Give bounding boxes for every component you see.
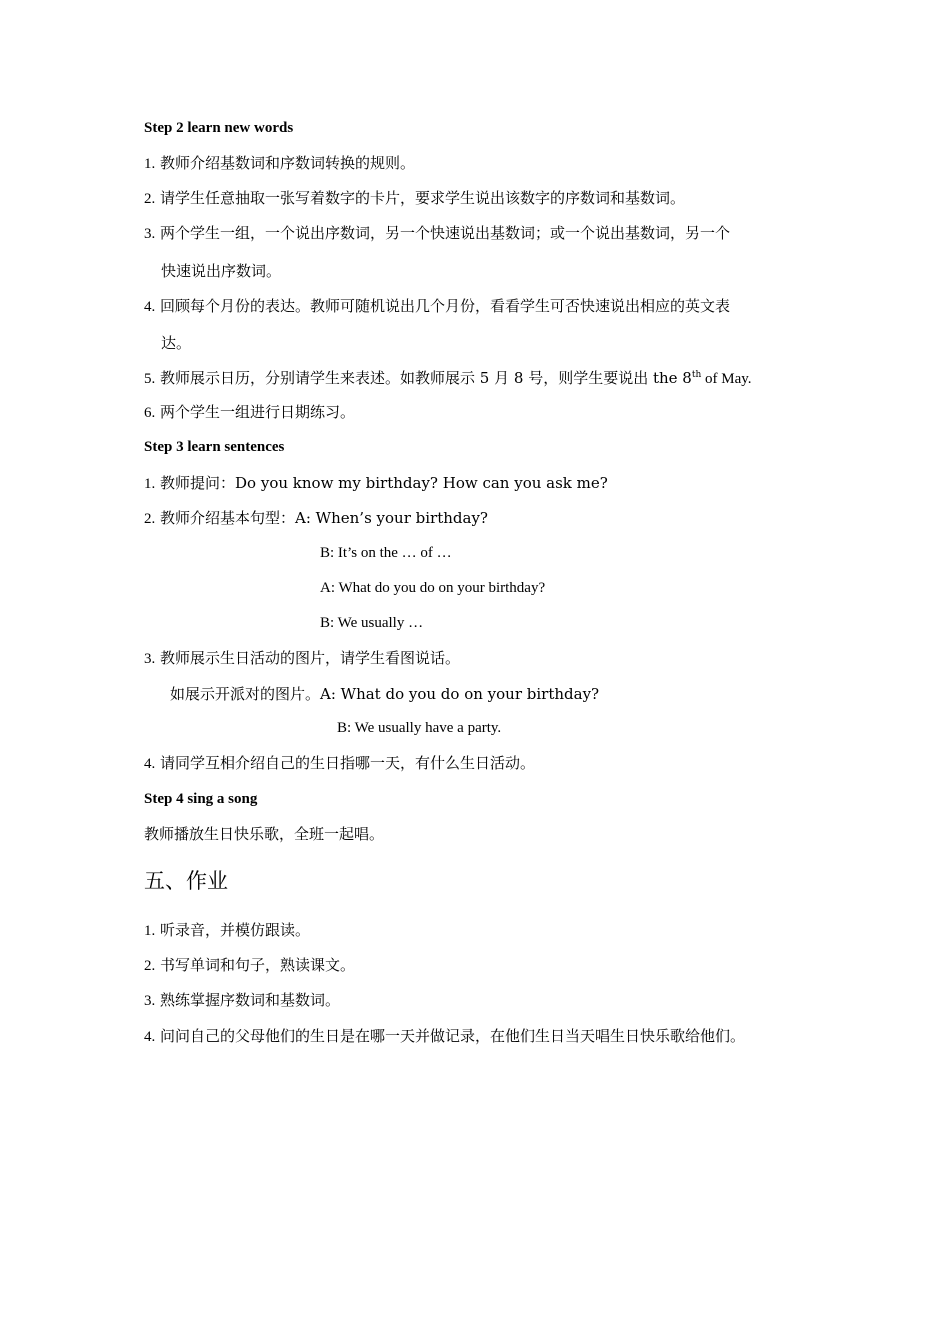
- ordinal-suffix: th: [691, 370, 702, 380]
- step4-text: 教师播放生日快乐歌，全班一起唱。: [144, 825, 385, 843]
- item-text: 教师介绍基数词和序数词转换的规则。: [160, 154, 416, 172]
- step3-item-1: [144, 473, 608, 494]
- item-text: 回顾每个月份的表达。教师可随机说出几个月份，看看学生可否快速说出相应的英文表: [160, 297, 731, 315]
- item-text: 听录音，并模仿跟读。: [160, 921, 311, 939]
- step2-title: Step 2 learn new words: [144, 120, 294, 136]
- step2-item-1: [144, 153, 415, 174]
- item-number: 4.: [144, 756, 156, 772]
- step3-item-4: [144, 753, 535, 774]
- item-text: 书写单词和句子，熟读课文。: [160, 956, 356, 974]
- dialogue-line-b2: B: We usually …: [320, 615, 424, 631]
- example-line-b: B: We usually have a party.: [337, 720, 502, 736]
- step3-item-2: [144, 508, 488, 529]
- item-text: 教师展示日历，分别请学生来表述。如教师展示 5 月 8 号，则学生要说出 the 8: [160, 369, 692, 387]
- homework-item-4: [144, 1026, 745, 1047]
- item-number: 2.: [144, 191, 156, 207]
- item-number: 1.: [144, 923, 156, 939]
- item-text: 两个学生一组，一个说出序数词，另一个快速说出基数词；或一个说出基数词，另一个: [160, 224, 731, 242]
- step2-item-6: [144, 402, 355, 423]
- step3-title: Step 3 learn sentences: [144, 439, 285, 455]
- item-text: 请学生任意抽取一张写着数字的卡片，要求学生说出该数字的序数词和基数词。: [160, 189, 686, 207]
- step2-item-2: [144, 188, 685, 209]
- homework-item-1: [144, 920, 310, 941]
- step2-item-3: [144, 223, 730, 244]
- item-number: 2.: [144, 511, 156, 527]
- step2-item-3-continued: 快速说出序数词。: [161, 262, 282, 280]
- dialogue-line-b1: B: It’s on the … of …: [320, 545, 452, 561]
- item-number: 3.: [144, 993, 156, 1009]
- item-number: 3.: [144, 226, 156, 242]
- homework-item-3: [144, 990, 340, 1011]
- item-number: 4.: [144, 1029, 156, 1045]
- item-number: 4.: [144, 299, 156, 315]
- item-number: 1.: [144, 476, 156, 492]
- step2-item-4: [144, 296, 730, 317]
- item-text: 教师展示生日活动的图片，请学生看图说话。: [160, 649, 461, 667]
- example-line-a: 如展示开派对的图片。A: What do you do on your birthday?: [170, 685, 600, 703]
- item-number: 3.: [144, 651, 156, 667]
- dialogue-line-a2: A: What do you do on your birthday?: [320, 580, 546, 596]
- item-text-end: of May.: [701, 371, 752, 387]
- item-number: 5.: [144, 371, 156, 387]
- item-text: 问问自己的父母他们的生日是在哪一天并做记录，在他们生日当天唱生日快乐歌给他们。: [160, 1027, 746, 1045]
- item-text: 请同学互相介绍自己的生日指哪一天，有什么生日活动。: [160, 754, 536, 772]
- item-text: 教师介绍基本句型：A: When’s your birthday?: [160, 509, 488, 527]
- item-text: 两个学生一组进行日期练习。: [160, 403, 356, 421]
- step2-item-4-continued: 达。: [161, 334, 192, 352]
- item-number: 6.: [144, 405, 156, 421]
- step2-item-5: [144, 368, 752, 389]
- homework-heading: 五、作业: [144, 869, 228, 893]
- homework-item-2: [144, 955, 355, 976]
- item-text: 熟练掌握序数词和基数词。: [160, 991, 341, 1009]
- item-text: 教师提问：Do you know my birthday? How can you ask me?: [160, 474, 608, 492]
- step4-title: Step 4 sing a song: [144, 791, 258, 807]
- item-number: 1.: [144, 156, 156, 172]
- step3-item-3: [144, 648, 460, 669]
- item-number: 2.: [144, 958, 156, 974]
